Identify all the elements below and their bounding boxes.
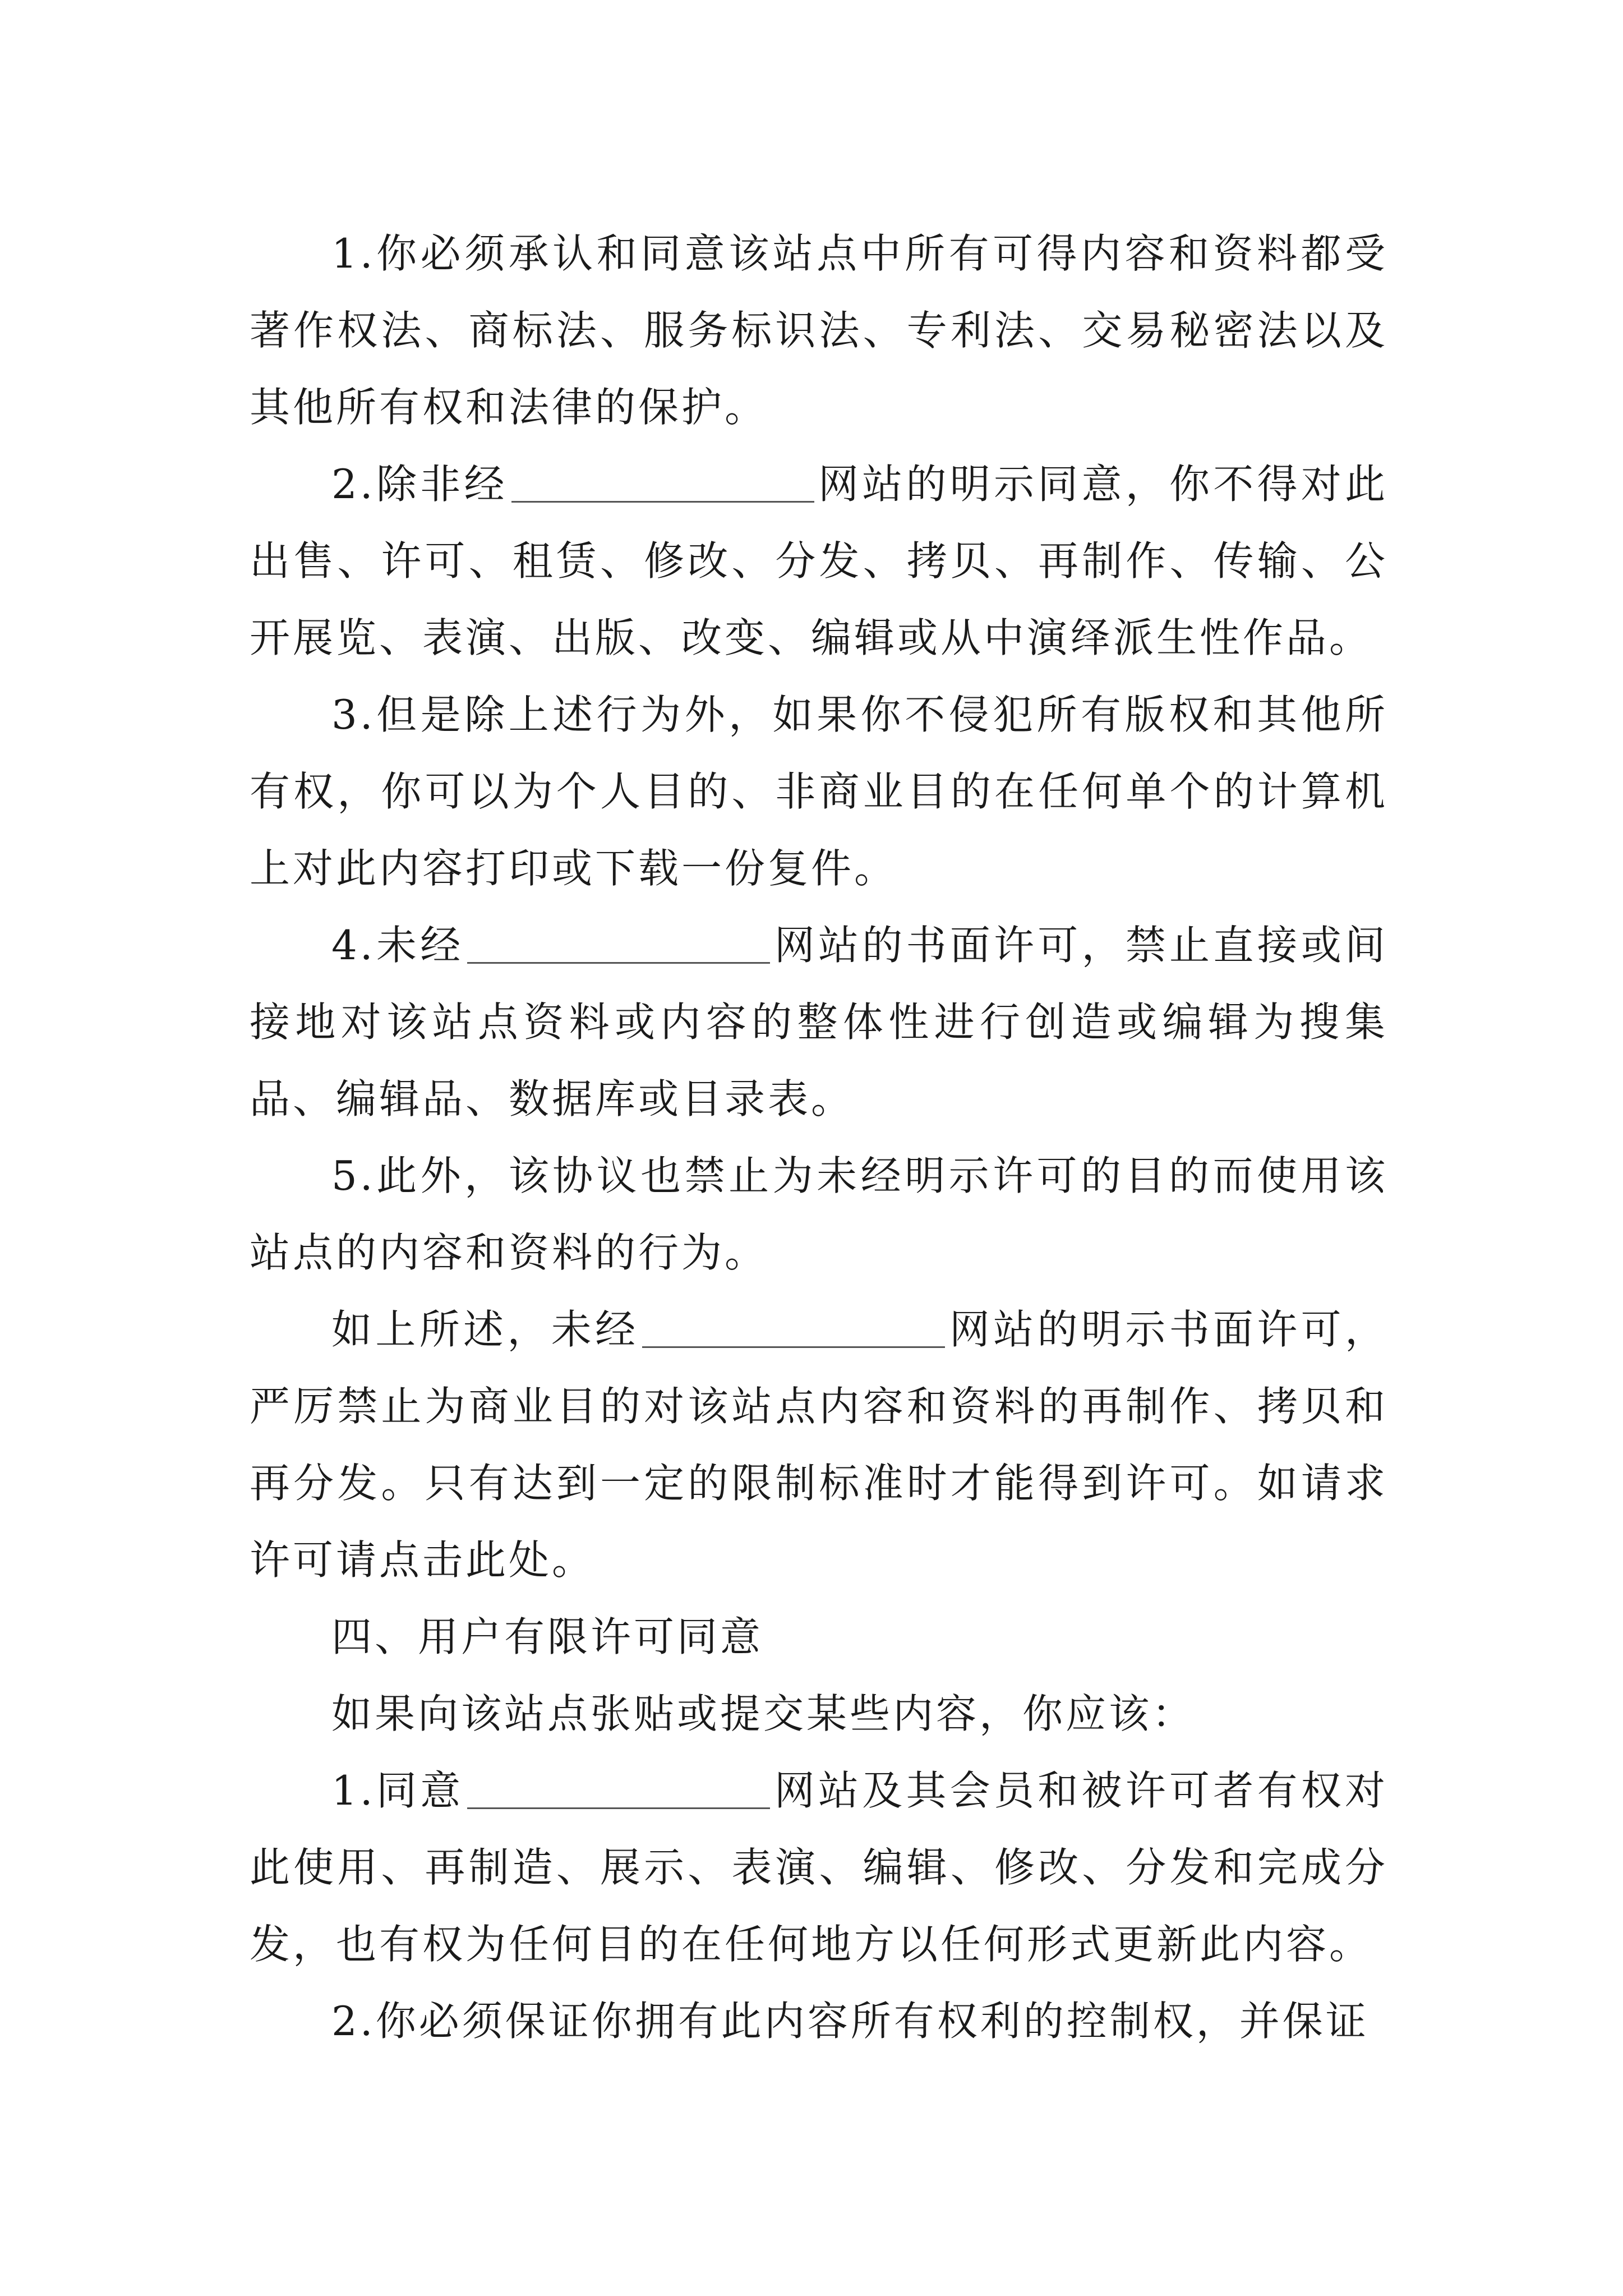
paragraph-text: 3.但是除上述行为外，如果你不侵犯所有版权和其他所有权，你可以为个人目的、非商业目的在任何单个的计算机上对此内容打印或下载一份复件。 <box>250 691 1388 892</box>
blank-fill-line <box>642 1313 945 1348</box>
paragraph-rights-guarantee <box>250 1983 1388 2060</box>
blank-fill-line <box>511 467 814 503</box>
heading-text: 四、用户有限许可同意 <box>331 1613 764 1660</box>
paragraph-personal-use-clause <box>250 677 1388 907</box>
paragraph-text: 1.同意 <box>331 1767 464 1814</box>
paragraph-text: 2.除非经 <box>331 461 508 508</box>
paragraph-text: 如果向该站点张贴或提交某些内容，你应该： <box>331 1690 1196 1737</box>
paragraph-compilation-clause <box>250 907 1388 1138</box>
paragraph-text: 网站及其会员和被许可者有权对此使用、再制造、展示、表演、编辑、修改、分发和完成分发，也有权为任何目的在任何地方以任何形式更新此内容。 <box>250 1767 1388 1968</box>
paragraph-license-grant <box>250 1752 1388 1983</box>
paragraph-text: 1.你必须承认和同意该站点中所有可得内容和资料都受著作权法、商标法、服务标识法、专利法、交易秘密法以及其他所有权和法律的保护。 <box>250 230 1388 431</box>
paragraph-text: 4.未经 <box>331 922 464 969</box>
paragraph-submission-intro <box>250 1676 1388 1752</box>
blank-fill-line <box>467 1774 770 1809</box>
paragraph-copyright-notice <box>250 215 1388 446</box>
paragraph-text: 如上所述，未经 <box>331 1306 639 1353</box>
paragraph-text: 网站的书面许可，禁止直接或间接地对该站点资料或内容的整体性进行创造或编辑为搜集品、编辑品、数据库或目录表。 <box>250 922 1388 1122</box>
paragraph-text: 网站的明示书面许可，严厉禁止为商业目的对该站点内容和资料的再制作、拷贝和再分发。只有达到一定的限制标准时才能得到许可。如请求许可请点击此处。 <box>250 1306 1388 1584</box>
blank-fill-line <box>467 928 770 964</box>
document-page <box>250 215 1388 2060</box>
paragraph-commercial-restriction <box>250 1291 1388 1599</box>
paragraph-text: 5.此外，该协议也禁止为未经明示许可的目的而使用该站点的内容和资料的行为。 <box>250 1152 1388 1276</box>
section-heading-user-license <box>250 1599 1388 1676</box>
paragraph-unauthorized-use-clause <box>250 1138 1388 1291</box>
paragraph-text: 2.你必须保证你拥有此内容所有权利的控制权，并保证 <box>331 1998 1369 2045</box>
paragraph-no-sale-clause <box>250 446 1388 677</box>
paragraph-text: 网站的明示同意，你不得对此出售、许可、租赁、修改、分发、拷贝、再制作、传输、公开展览、表演、出版、改变、编辑或从中演绎派生性作品。 <box>250 461 1388 661</box>
